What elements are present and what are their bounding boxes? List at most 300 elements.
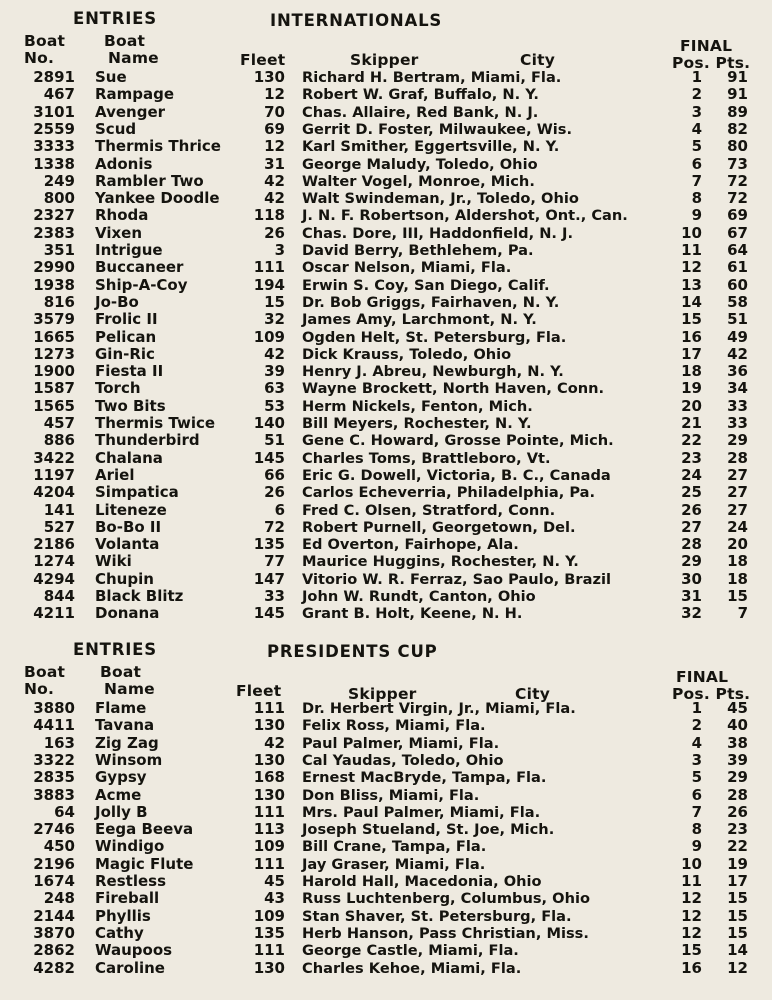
boat-name: Flame xyxy=(95,699,147,717)
fleet-number: 12 xyxy=(264,85,285,104)
boat-number: 3880 xyxy=(33,699,75,717)
boat-number: 1197 xyxy=(33,465,75,484)
final-points: 91 xyxy=(727,85,748,104)
boat-name: Winsom xyxy=(95,750,163,769)
final-points: 67 xyxy=(727,223,748,242)
fleet-number: 111 xyxy=(253,802,285,821)
final-position: 7 xyxy=(691,802,702,821)
final-position: 3 xyxy=(691,750,702,769)
final-points: 40 xyxy=(727,716,748,735)
boat-number: 1665 xyxy=(33,327,75,346)
boat-name: Caroline xyxy=(95,958,165,977)
final-position: 9 xyxy=(691,837,702,856)
skipper-city: Vitorio W. R. Ferraz, Sao Paulo, Brazil xyxy=(302,570,611,588)
boat-name: Intrigue xyxy=(95,241,163,259)
final-points: 89 xyxy=(727,102,748,121)
boat-number: 4282 xyxy=(33,958,75,977)
fleet-number: 194 xyxy=(253,275,285,294)
boat-number: 2144 xyxy=(33,906,75,925)
final-position: 8 xyxy=(691,189,702,208)
boat-number: 4204 xyxy=(33,483,75,502)
final-position: 9 xyxy=(691,206,702,225)
fleet-number: 118 xyxy=(253,206,285,225)
table-row xyxy=(0,804,772,821)
table-row xyxy=(0,821,772,838)
fleet-number: 15 xyxy=(264,292,285,311)
boat-number: 527 xyxy=(43,517,75,536)
boat-name: Ariel xyxy=(95,465,135,484)
final-points: 27 xyxy=(727,465,748,484)
final-position: 16 xyxy=(681,327,702,346)
final-points: 91 xyxy=(727,68,748,86)
boat-number: 2835 xyxy=(33,768,75,787)
final-points: 7 xyxy=(737,604,748,623)
final-points: 60 xyxy=(727,275,748,294)
boat-number: 2196 xyxy=(33,854,75,873)
fleet-number: 33 xyxy=(264,587,285,605)
boat-name: Avenger xyxy=(95,102,166,121)
boat-name: Simpatica xyxy=(95,483,179,502)
boat-name: Torch xyxy=(95,379,141,398)
table-row xyxy=(0,769,772,786)
final-position: 25 xyxy=(681,483,702,502)
header-skipper: Skipper xyxy=(348,685,417,703)
skipper-city: Ogden Helt, St. Petersburg, Fla. xyxy=(302,328,567,346)
fleet-number: 130 xyxy=(253,750,285,769)
fleet-number: 109 xyxy=(253,906,285,925)
final-points: 73 xyxy=(727,154,748,173)
final-points: 80 xyxy=(727,137,748,156)
final-points: 17 xyxy=(727,872,748,890)
final-points: 72 xyxy=(727,171,748,190)
boat-number: 3579 xyxy=(33,310,75,329)
final-points: 61 xyxy=(727,258,748,277)
final-position: 17 xyxy=(681,344,702,363)
skipper-city: Ernest MacBryde, Tampa, Fla. xyxy=(302,769,547,787)
final-points: 19 xyxy=(727,854,748,873)
final-position: 8 xyxy=(691,820,702,839)
boat-name: Phyllis xyxy=(95,906,151,925)
final-position: 27 xyxy=(681,517,702,536)
skipper-city: James Amy, Larchmont, N. Y. xyxy=(302,311,537,329)
fleet-number: 130 xyxy=(253,785,285,804)
final-points: 20 xyxy=(727,535,748,554)
entries-label: ENTRIES xyxy=(73,640,157,659)
fleet-number: 111 xyxy=(253,258,285,277)
final-position: 6 xyxy=(691,154,702,173)
boat-name: Magic Flute xyxy=(95,854,194,873)
final-position: 7 xyxy=(691,171,702,190)
section-title: INTERNATIONALS xyxy=(270,11,443,30)
boat-name: Two Bits xyxy=(95,396,166,415)
skipper-city: J. N. F. Robertson, Aldershot, Ont., Can. xyxy=(302,207,628,225)
skipper-city: Cal Yaudas, Toledo, Ohio xyxy=(302,751,504,769)
fleet-number: 145 xyxy=(253,604,285,623)
final-position: 12 xyxy=(681,906,702,925)
final-points: 18 xyxy=(727,569,748,588)
boat-number: 3322 xyxy=(33,750,75,769)
skipper-city: Maurice Huggins, Rochester, N. Y. xyxy=(302,553,579,571)
fleet-number: 168 xyxy=(253,768,285,787)
boat-name: Wiki xyxy=(95,552,132,571)
fleet-number: 26 xyxy=(264,483,285,502)
final-position: 26 xyxy=(681,500,702,519)
boat-number: 163 xyxy=(43,733,75,752)
fleet-number: 77 xyxy=(264,552,285,571)
boat-name: Rhoda xyxy=(95,206,149,225)
boat-name: Gypsy xyxy=(95,768,147,787)
fleet-number: 130 xyxy=(253,68,285,86)
boat-number: 467 xyxy=(43,85,75,104)
boat-name: Bo-Bo II xyxy=(95,517,162,536)
final-points: 27 xyxy=(727,483,748,502)
boat-name: Windigo xyxy=(95,837,165,856)
header-skipper: Skipper xyxy=(350,51,419,69)
fleet-number: 145 xyxy=(253,448,285,467)
skipper-city: Richard H. Bertram, Miami, Fla. xyxy=(302,69,562,86)
skipper-city: Walter Vogel, Monroe, Mich. xyxy=(302,172,535,190)
fleet-number: 111 xyxy=(253,854,285,873)
fleet-number: 130 xyxy=(253,958,285,977)
final-points: 26 xyxy=(727,802,748,821)
fleet-number: 135 xyxy=(253,535,285,554)
boat-name: Rambler Two xyxy=(95,171,204,190)
boat-name: Pelican xyxy=(95,327,157,346)
skipper-city: Joseph Stueland, St. Joe, Mich. xyxy=(302,821,555,839)
final-position: 24 xyxy=(681,465,702,484)
fleet-number: 63 xyxy=(264,379,285,398)
boat-name: Adonis xyxy=(95,154,153,173)
skipper-city: Stan Shaver, St. Petersburg, Fla. xyxy=(302,907,572,925)
fleet-number: 70 xyxy=(264,102,285,121)
final-points: 72 xyxy=(727,189,748,208)
boat-number: 450 xyxy=(43,837,75,856)
header-boat-no: Boat No. xyxy=(24,663,66,698)
skipper-city: Grant B. Holt, Keene, N. H. xyxy=(302,605,523,623)
final-position: 18 xyxy=(681,362,702,381)
header-fleet: Fleet xyxy=(240,51,286,69)
final-position: 23 xyxy=(681,448,702,467)
skipper-city: Eric G. Dowell, Victoria, B. C., Canada xyxy=(302,466,611,484)
final-position: 16 xyxy=(681,958,702,977)
skipper-city: Chas. Dore, III, Haddonfield, N. J. xyxy=(302,224,574,242)
skipper-city: Carlos Echeverria, Philadelphia, Pa. xyxy=(302,484,596,502)
final-points: 12 xyxy=(727,958,748,977)
final-position: 31 xyxy=(681,587,702,605)
boat-number: 1674 xyxy=(33,872,75,890)
skipper-city: Henry J. Abreu, Newburgh, N. Y. xyxy=(302,363,564,381)
skipper-city: Chas. Allaire, Red Bank, N. J. xyxy=(302,103,539,121)
boat-number: 844 xyxy=(43,587,75,605)
table-row xyxy=(0,856,772,873)
boat-name: Eega Beeva xyxy=(95,820,194,839)
boat-number: 1565 xyxy=(33,396,75,415)
boat-number: 1274 xyxy=(33,552,75,571)
table-row xyxy=(0,960,772,977)
final-points: 34 xyxy=(727,379,748,398)
skipper-city: Mrs. Paul Palmer, Miami, Fla. xyxy=(302,803,541,821)
boat-number: 249 xyxy=(43,171,75,190)
boat-name: Thermis Thrice xyxy=(95,137,221,156)
skipper-city: Wayne Brockett, North Haven, Conn. xyxy=(302,380,605,398)
final-points: 69 xyxy=(727,206,748,225)
header-boat-name: Boat Name xyxy=(104,32,159,67)
final-position: 29 xyxy=(681,552,702,571)
final-position: 11 xyxy=(681,241,702,259)
table-row xyxy=(0,787,772,804)
boat-name: Chalana xyxy=(95,448,163,467)
boat-number: 2383 xyxy=(33,223,75,242)
fleet-number: 130 xyxy=(253,716,285,735)
boat-number: 4294 xyxy=(33,569,75,588)
boat-number: 248 xyxy=(43,889,75,908)
final-points: 29 xyxy=(727,431,748,450)
skipper-city: Harold Hall, Macedonia, Ohio xyxy=(302,873,542,890)
final-position: 32 xyxy=(681,604,702,623)
skipper-city: Oscar Nelson, Miami, Fla. xyxy=(302,259,512,277)
header-final: FINAL xyxy=(680,37,733,55)
final-position: 12 xyxy=(681,923,702,942)
final-points: 64 xyxy=(727,241,748,259)
final-position: 6 xyxy=(691,785,702,804)
boat-number: 1900 xyxy=(33,362,75,381)
skipper-city: Karl Smither, Eggertsville, N. Y. xyxy=(302,138,560,156)
boat-number: 816 xyxy=(43,292,75,311)
skipper-city: Gerrit D. Foster, Milwaukee, Wis. xyxy=(302,120,573,138)
boat-number: 141 xyxy=(43,500,75,519)
boat-number: 351 xyxy=(43,241,75,259)
final-position: 3 xyxy=(691,102,702,121)
final-points: 49 xyxy=(727,327,748,346)
boat-name: Buccaneer xyxy=(95,258,184,277)
final-position: 21 xyxy=(681,414,702,432)
boat-name: Jo-Bo xyxy=(95,292,139,311)
final-position: 15 xyxy=(681,941,702,960)
skipper-city: Gene C. Howard, Grosse Pointe, Mich. xyxy=(302,432,614,450)
boat-name: Yankee Doodle xyxy=(95,189,220,208)
boat-name: Donana xyxy=(95,604,160,623)
final-position: 30 xyxy=(681,569,702,588)
table-row xyxy=(0,717,772,734)
skipper-city: Dr. Herbert Virgin, Jr., Miami, Fla. xyxy=(302,700,576,717)
boat-number: 2559 xyxy=(33,119,75,138)
boat-name: Jolly B xyxy=(95,802,148,821)
final-points: 45 xyxy=(727,699,748,717)
final-points: 33 xyxy=(727,414,748,432)
final-position: 19 xyxy=(681,379,702,398)
boat-number: 457 xyxy=(43,414,75,432)
fleet-number: 113 xyxy=(253,820,285,839)
fleet-number: 147 xyxy=(253,569,285,588)
boat-name: Gin-Ric xyxy=(95,344,155,363)
fleet-number: 6 xyxy=(274,500,285,519)
boat-number: 2746 xyxy=(33,820,75,839)
skipper-city: Charles Toms, Brattleboro, Vt. xyxy=(302,449,551,467)
boat-number: 3101 xyxy=(33,102,75,121)
skipper-city: Felix Ross, Miami, Fla. xyxy=(302,717,486,735)
final-points: 58 xyxy=(727,292,748,311)
final-position: 2 xyxy=(691,85,702,104)
boat-name: Thermis Twice xyxy=(95,414,216,432)
skipper-city: Bill Crane, Tampa, Fla. xyxy=(302,838,487,856)
boat-number: 2862 xyxy=(33,941,75,960)
fleet-number: 53 xyxy=(264,396,285,415)
final-points: 15 xyxy=(727,923,748,942)
fleet-number: 42 xyxy=(264,189,285,208)
skipper-city: Paul Palmer, Miami, Fla. xyxy=(302,734,500,752)
final-points: 29 xyxy=(727,768,748,787)
header-pos-pts: Pos. Pts. xyxy=(672,685,751,703)
boat-name: Waupoos xyxy=(95,941,173,960)
boat-name: Scud xyxy=(95,119,137,138)
boat-number: 4411 xyxy=(33,716,75,735)
boat-name: Sue xyxy=(95,68,127,86)
final-points: 28 xyxy=(727,785,748,804)
final-points: 27 xyxy=(727,500,748,519)
boat-name: Tavana xyxy=(95,716,155,735)
table-row xyxy=(0,700,772,717)
boat-name: Chupin xyxy=(95,569,154,588)
section-title: PRESIDENTS CUP xyxy=(267,642,438,661)
table-row xyxy=(0,838,772,855)
final-position: 1 xyxy=(691,68,702,86)
skipper-city: Fred C. Olsen, Stratford, Conn. xyxy=(302,501,556,519)
boat-name: Thunderbird xyxy=(95,431,200,450)
boat-name: Volanta xyxy=(95,535,160,554)
final-points: 38 xyxy=(727,733,748,752)
final-points: 18 xyxy=(727,552,748,571)
boat-number: 64 xyxy=(54,802,75,821)
boat-number: 800 xyxy=(43,189,75,208)
final-position: 13 xyxy=(681,275,702,294)
final-position: 10 xyxy=(681,223,702,242)
boat-name: Liteneze xyxy=(95,500,167,519)
fleet-number: 111 xyxy=(253,941,285,960)
boat-number: 1938 xyxy=(33,275,75,294)
boat-number: 4211 xyxy=(33,604,75,623)
fleet-number: 66 xyxy=(264,465,285,484)
table-row xyxy=(0,942,772,959)
skipper-city: John W. Rundt, Canton, Ohio xyxy=(302,588,536,605)
final-points: 24 xyxy=(727,517,748,536)
header-city: City xyxy=(515,685,551,703)
final-position: 28 xyxy=(681,535,702,554)
final-points: 15 xyxy=(727,889,748,908)
skipper-city: Bill Meyers, Rochester, N. Y. xyxy=(302,415,532,432)
entries-label: ENTRIES xyxy=(73,9,157,28)
skipper-city: Robert W. Graf, Buffalo, N. Y. xyxy=(302,86,539,104)
skipper-city: Don Bliss, Miami, Fla. xyxy=(302,786,480,804)
skipper-city: Jay Graser, Miami, Fla. xyxy=(302,855,486,873)
fleet-number: 39 xyxy=(264,362,285,381)
boat-number: 1273 xyxy=(33,344,75,363)
final-points: 82 xyxy=(727,119,748,138)
boat-name: Ship-A-Coy xyxy=(95,275,188,294)
final-points: 33 xyxy=(727,396,748,415)
boat-number: 3870 xyxy=(33,923,75,942)
final-points: 42 xyxy=(727,344,748,363)
final-points: 36 xyxy=(727,362,748,381)
table-row xyxy=(0,735,772,752)
boat-number: 886 xyxy=(43,431,75,450)
boat-name: Cathy xyxy=(95,923,144,942)
final-points: 22 xyxy=(727,837,748,856)
boat-number: 1338 xyxy=(33,154,75,173)
boat-name: Frolic II xyxy=(95,310,158,329)
final-position: 5 xyxy=(691,137,702,156)
skipper-city: Dick Krauss, Toledo, Ohio xyxy=(302,345,512,363)
final-position: 4 xyxy=(691,733,702,752)
fleet-number: 32 xyxy=(264,310,285,329)
header-pos-pts: Pos. Pts. xyxy=(672,54,751,72)
fleet-number: 45 xyxy=(264,872,285,890)
fleet-number: 109 xyxy=(253,327,285,346)
boat-name: Acme xyxy=(95,785,142,804)
skipper-city: Ed Overton, Fairhope, Ala. xyxy=(302,536,519,554)
final-position: 15 xyxy=(681,310,702,329)
skipper-city: Dr. Bob Griggs, Fairhaven, N. Y. xyxy=(302,293,560,311)
skipper-city: Robert Purnell, Georgetown, Del. xyxy=(302,518,576,536)
final-points: 23 xyxy=(727,820,748,839)
fleet-number: 31 xyxy=(264,154,285,173)
skipper-city: George Castle, Miami, Fla. xyxy=(302,942,519,960)
boat-name: Zig Zag xyxy=(95,733,159,752)
fleet-number: 43 xyxy=(264,889,285,908)
boat-name: Rampage xyxy=(95,85,175,104)
boat-name: Restless xyxy=(95,872,166,890)
table-row xyxy=(0,890,772,907)
skipper-city: Erwin S. Coy, San Diego, Calif. xyxy=(302,276,550,294)
final-position: 12 xyxy=(681,258,702,277)
boat-name: Fiesta II xyxy=(95,362,164,381)
fleet-number: 51 xyxy=(264,431,285,450)
fleet-number: 135 xyxy=(253,923,285,942)
header-city: City xyxy=(520,51,556,69)
header-boat-name: Boat Name xyxy=(100,663,155,698)
final-points: 39 xyxy=(727,750,748,769)
boat-number: 2186 xyxy=(33,535,75,554)
boat-number: 2891 xyxy=(33,68,75,86)
final-points: 15 xyxy=(727,906,748,925)
fleet-number: 72 xyxy=(264,517,285,536)
final-position: 4 xyxy=(691,119,702,138)
skipper-city: Russ Luchtenberg, Columbus, Ohio xyxy=(302,890,590,908)
skipper-city: Charles Kehoe, Miami, Fla. xyxy=(302,959,522,977)
skipper-city: George Maludy, Toledo, Ohio xyxy=(302,155,538,173)
boat-name: Fireball xyxy=(95,889,160,908)
skipper-city: Herm Nickels, Fenton, Mich. xyxy=(302,397,533,415)
table-row xyxy=(0,908,772,925)
boat-number: 2990 xyxy=(33,258,75,277)
table-row xyxy=(0,752,772,769)
header-boat-no: Boat No. xyxy=(24,32,66,67)
boat-number: 1587 xyxy=(33,379,75,398)
boat-name: Vixen xyxy=(95,223,143,242)
boat-number: 3333 xyxy=(33,137,75,156)
final-position: 2 xyxy=(691,716,702,735)
fleet-number: 111 xyxy=(253,699,285,717)
table-row xyxy=(0,873,772,890)
fleet-number: 3 xyxy=(274,241,285,259)
header-final: FINAL xyxy=(676,668,729,686)
fleet-number: 140 xyxy=(253,414,285,432)
final-position: 10 xyxy=(681,854,702,873)
final-position: 1 xyxy=(691,699,702,717)
boat-name: Black Blitz xyxy=(95,587,184,605)
table-row xyxy=(0,925,772,942)
skipper-city: David Berry, Bethlehem, Pa. xyxy=(302,242,534,259)
boat-number: 3422 xyxy=(33,448,75,467)
